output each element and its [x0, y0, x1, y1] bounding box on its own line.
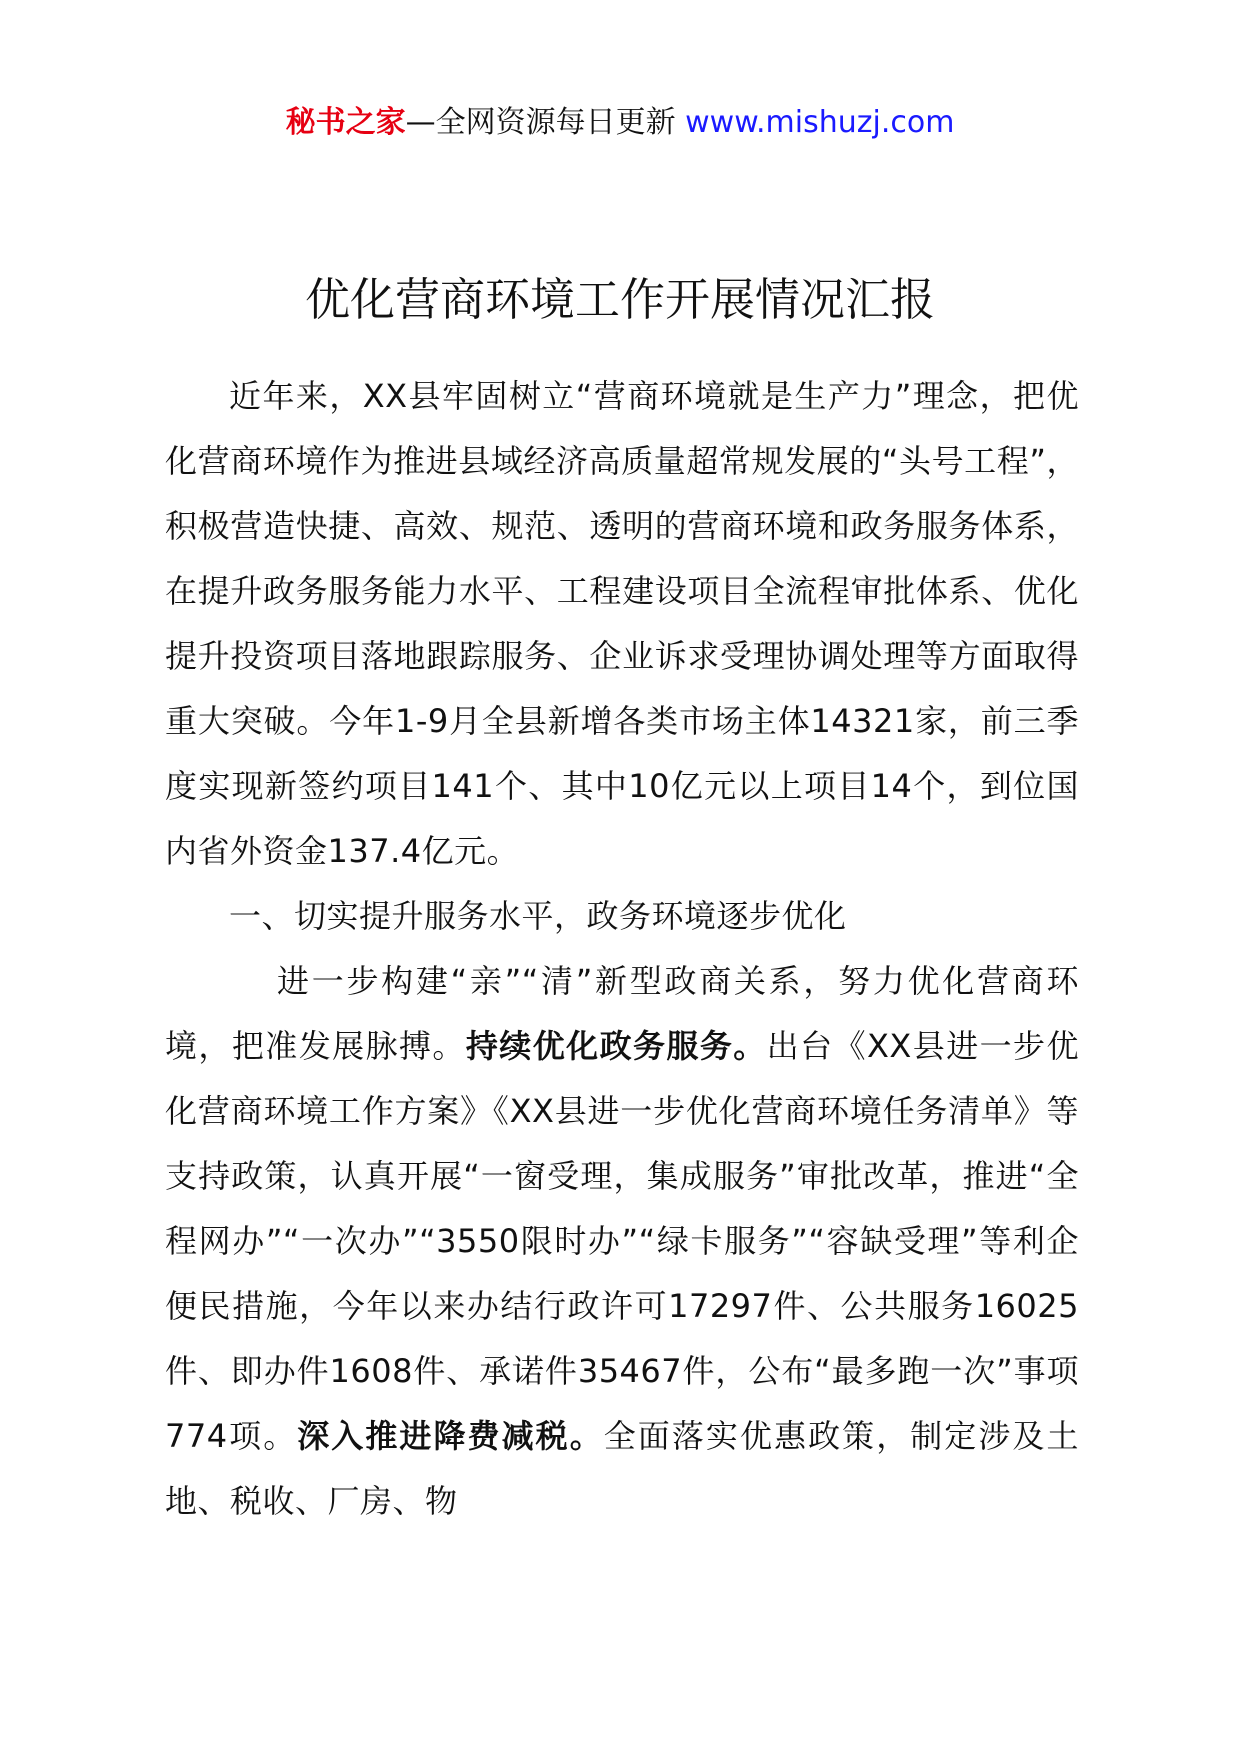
- site-url-link[interactable]: www.mishuzj.com: [685, 105, 955, 140]
- site-brand: 秘书之家: [285, 105, 406, 140]
- document-title: 优化营商环境工作开展情况汇报: [304, 273, 935, 326]
- section-heading: 一、切实提升服务水平，政务环境逐步优化: [229, 897, 847, 935]
- section-text-2: 出台《XX县进一步优化营商环境工作方案》《XX县进一步优化营商环境任务清单》等支持政策，认真开展“一窗受理，集成服务”审批改革，推进“全程网办”“一次办”“3550限时办”“绿卡服务”“容缺受理”等利企便民措施，今年以来办结行政许可17297件、公共服务16025件、即办件1608件、承诺件35467件，公布“最多跑一次”事项774项。: [165, 1027, 1079, 1455]
- intro-paragraph: 近年来，XX县牢固树立“营商环境就是生产力”理念，把优化营商环境作为推进县域经济高质量超常规发展的“头号工程”，积极营造快捷、高效、规范、透明的营商环境和政务服务体系，在提升政务服务能力水平、工程建设项目全流程审批体系、优化提升投资项目落地跟踪服务、企业诉求受理协调处理等方面取得重大突破。今年1-9月全县新增各类市场主体14321家，前三季度实现新签约项目141个、其中10亿元以上项目14个，到位国内省外资金137.4亿元。: [165, 377, 1079, 870]
- bold-lead-2: 深入推进降费减税。: [297, 1417, 604, 1455]
- site-tagline: —全网资源每日更新: [405, 105, 686, 140]
- section-text-3: 全面落实优惠政策，制定涉及土地、税收、厂房、物: [165, 1417, 1079, 1520]
- section-text-1: 进一步构建“亲”“清”新型政商关系，努力优化营商环境，把准发展脉搏。: [165, 962, 1079, 1065]
- bold-lead-1: 持续优化政务服务。: [465, 1027, 767, 1065]
- site-header: [0, 100, 1240, 146]
- section-paragraph: [165, 949, 1079, 1534]
- document-body: [165, 364, 1079, 1534]
